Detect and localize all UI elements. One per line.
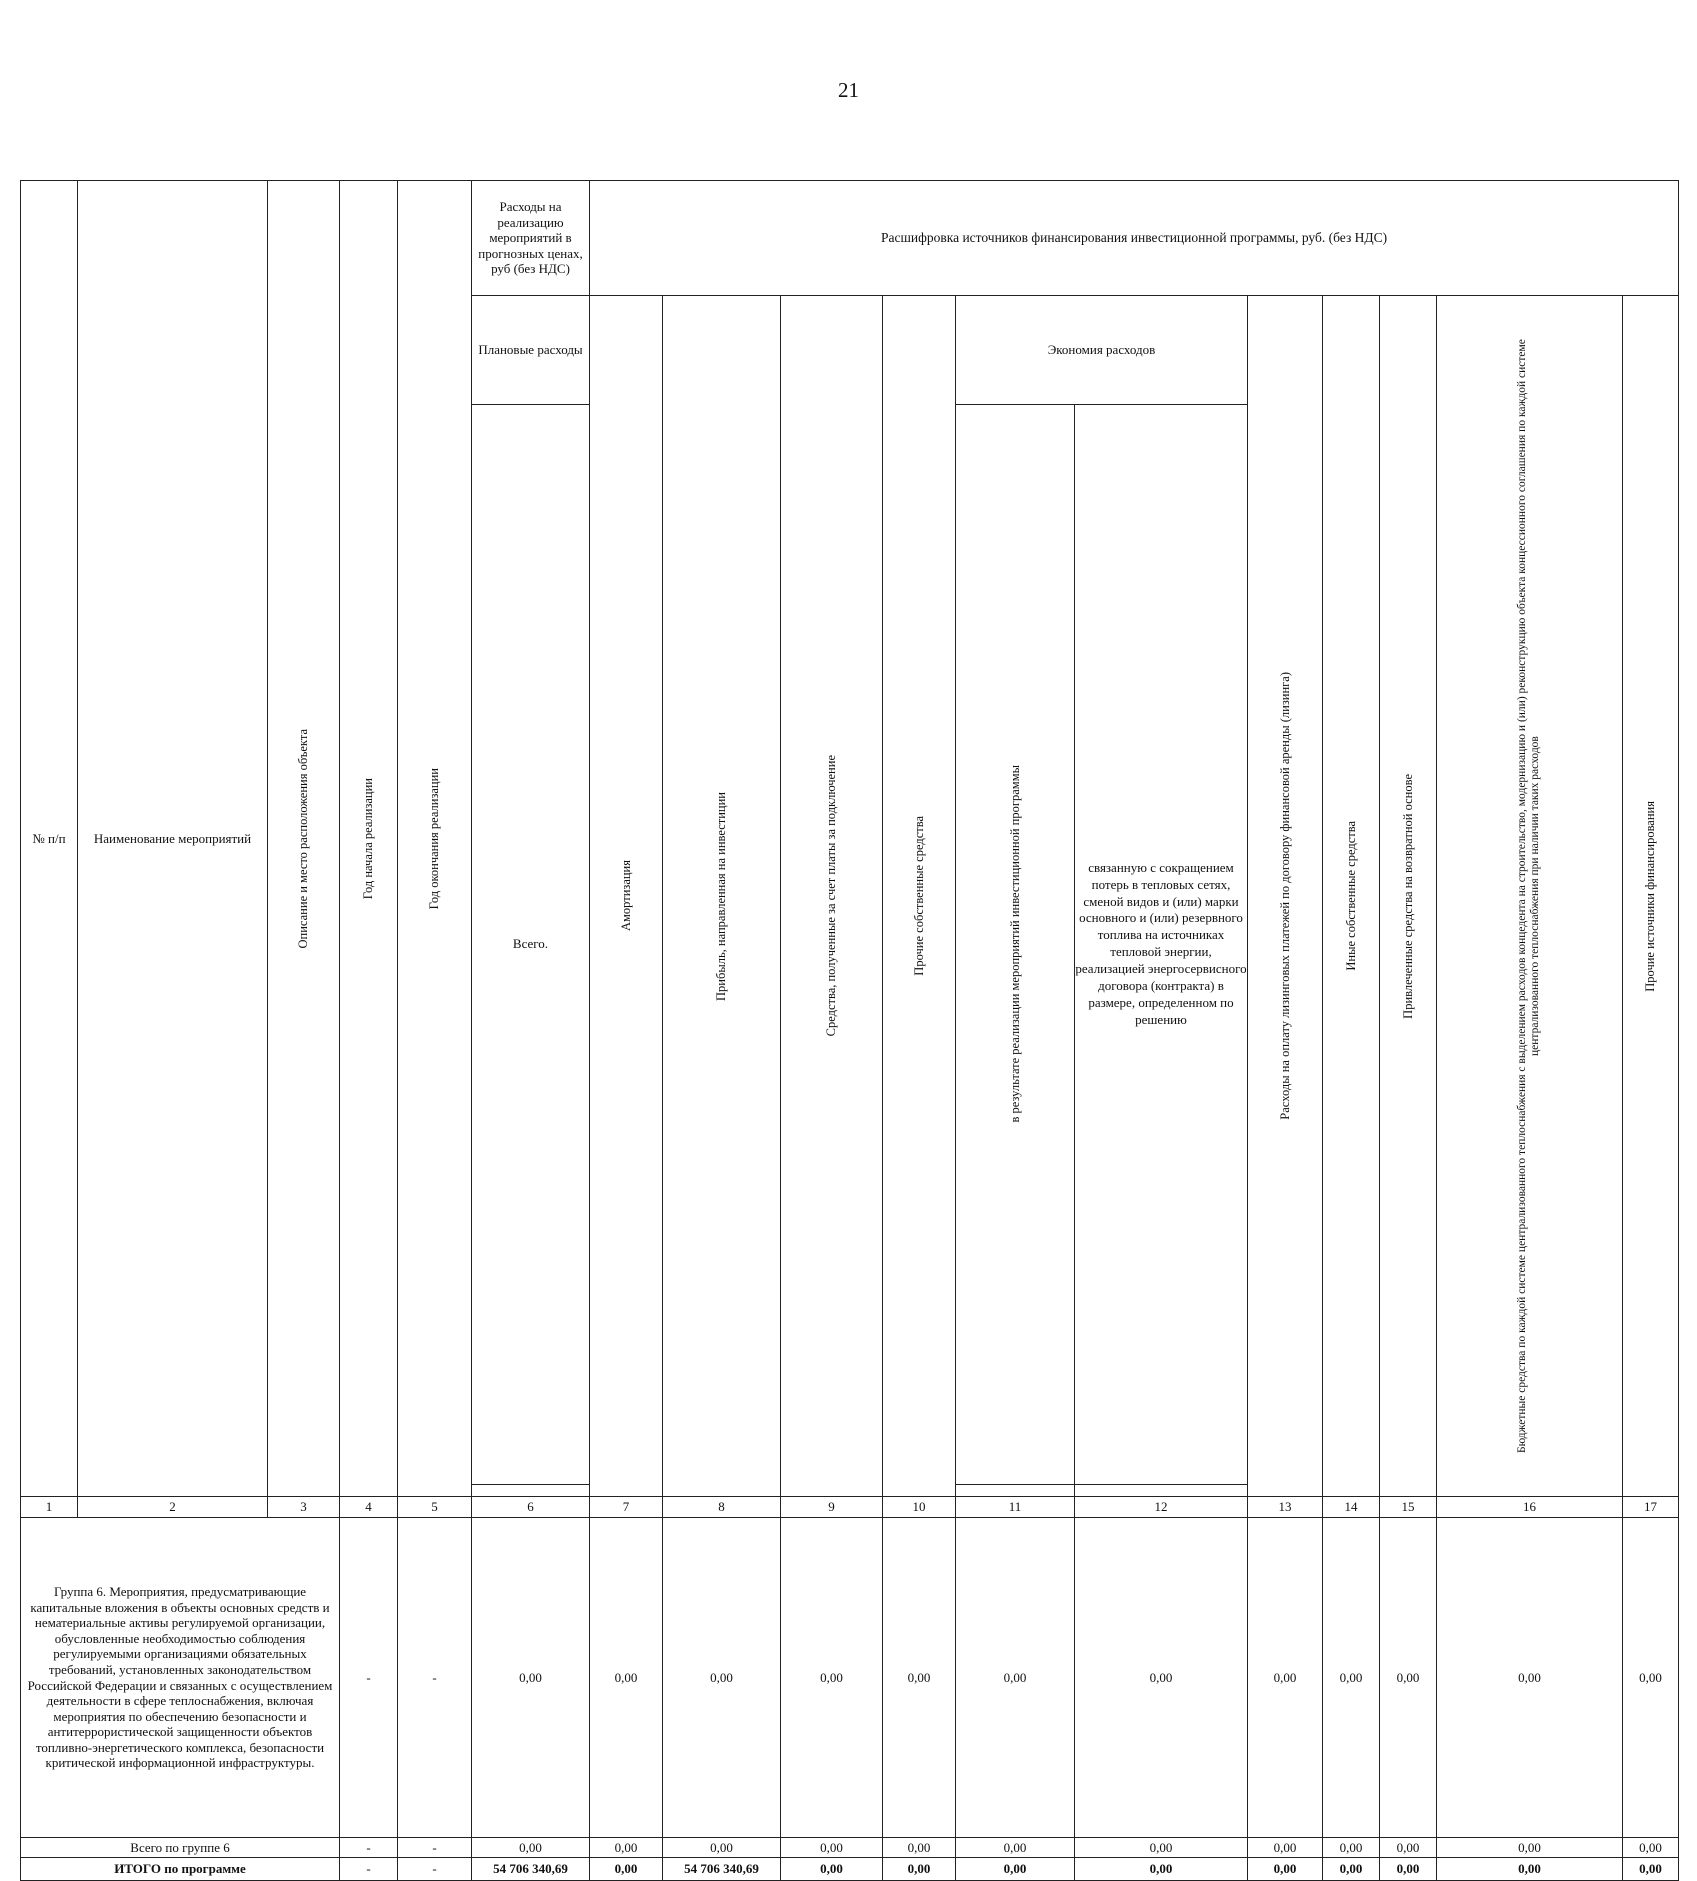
header-location: Описание и место расположения объекта <box>268 181 340 1497</box>
header-name: Наименование мероприятий <box>78 181 268 1497</box>
header-year-end: Год окончания реализации <box>398 181 472 1497</box>
header-num: № п/п <box>21 181 78 1497</box>
subtotal-group-6-row <box>21 1838 1679 1858</box>
header-other-own: Прочие собственные средства <box>883 296 956 1497</box>
header-planned: Плановые расходы <box>472 296 590 405</box>
header-connection-fee: Средства, полученные за счет платы за подключение <box>781 296 883 1497</box>
group-6-row <box>21 1518 1679 1838</box>
header-other-own2: Иные собственные средства <box>1323 296 1380 1497</box>
header-leasing: Расходы на оплату лизинговых платежей по договору финансовой аренды (лизинга) <box>1248 296 1323 1497</box>
header-costs-group: Расходы на реализацию мероприятий в прогнозных ценах, руб (без НДС) <box>472 181 590 296</box>
header-profit: Прибыль, направленная на инвестиции <box>663 296 781 1497</box>
header-borrowed: Привлеченные средства на возвратной основе <box>1380 296 1437 1497</box>
header-economy: Экономия расходов <box>956 296 1248 405</box>
header-economy-losses: связанную с сокращением потерь в тепловых сетях, сменой видов и (или) марки основного и (или) резервного топлива на источниках тепловой энергии, реализацией энергосервисного договора (контракта) в размере, определенном по решению <box>1075 404 1248 1484</box>
column-numbers-row: 1 2 3 4 5 6 7 8 9 10 11 12 13 14 15 16 17 <box>21 1497 1679 1518</box>
header-breakdown: Расшифровка источников финансирования инвестиционной программы, руб. (без НДС) <box>590 181 1679 296</box>
header-budget: Бюджетные средства по каждой системе централизованного теплоснабжения с выделением расходов концедента на строительство, модернизацию и (или) реконструкцию объекта концессионного соглашения по каждой системе централизованного теплоснабжения при наличии таких расходов <box>1437 296 1623 1497</box>
page-number: 21 <box>0 78 1697 103</box>
header-other-sources: Прочие источники финансирования <box>1623 296 1679 1497</box>
header-amortization: Амортизация <box>590 296 663 1497</box>
group-6-name: Группа 6. Мероприятия, предусматривающие капитальные вложения в объекты основных средств и нематериальные активы регулируемой организации, обусловленные необходимостью соблюдения <box>21 1518 340 1838</box>
header-year-start: Год начала реализации <box>340 181 398 1497</box>
header-total: Всего. <box>472 404 590 1484</box>
program-total-row <box>21 1858 1679 1881</box>
header-economy-program: в результате реализации мероприятий инвестиционной программы <box>956 404 1075 1484</box>
investment-financing-table <box>20 180 1679 1881</box>
